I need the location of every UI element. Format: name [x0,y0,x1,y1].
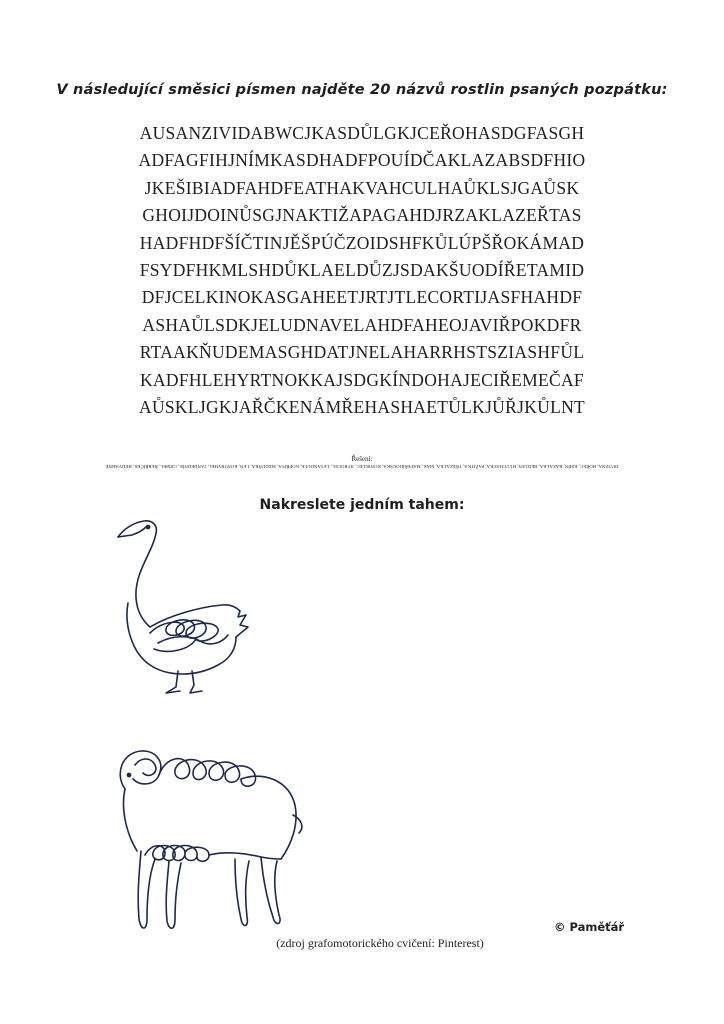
sheep-line-drawing [85,735,325,940]
grid-row-1: AUSANZIVIDABWCJKASDŮLGKJCEŘOHASDGFASGH [139,123,585,143]
grid-row-10: KADFHLEHYRTNOKKAJSDGKÍNDOHAJECIŘEMEČAF [140,369,584,390]
grid-row-6: FSYDFHKMLSHDŮKLAELDŮZJSDAKŠUODÍŘETAMID [139,260,585,281]
goose-line-drawing [110,515,280,715]
grid-row-8: ASHAŮLSDKJELUDNAVELAHDFAHEOJAVIŘPOKDFR [142,314,582,335]
source-note: (zdroj grafomotorického cvičení: Pinterest) [276,936,484,950]
grid-row-7: DFJCELKINOKASGAHEETJRTJTLECORTIJASFHAHDF [141,287,583,308]
solution-text-upside-down: DIVIZNA, HOŘEC, KMÍN, BAZALKA, BEDLEN, HLUCHAVKA, PAŽITKA, TŘEZALKA, MÁK, MATEŘÍDOUŠKA, KONIKLEC, JITROCEL, LEVANDULE, KOPŘIVA, MEDUŇKA, LEN, KONTRYHEL, JANDEDNÍK, CHMEL, ŘEBŘÍČEK, HEDVÁBNÉ [105,464,619,469]
solution-label: Řešení: [351,455,373,463]
grid-row-5: HADFHDFŠÍČTINJĚŠPÚČZOIDSHFKŮLÚPŠŘOKÁMAD [139,232,585,253]
letter-grid [60,120,664,421]
grid-row-9: RTAAKŇUDEMASGHDATJNELAHARRHSTSZIASHFŮL [139,342,585,363]
page-title: V následující směsici písmen najděte 20 názvů rostlin psaných pozpátku: [56,82,668,98]
grid-row-3: JKEŠIBIADFAHDFEATHAKVAHCULHAŮKLSJGAŮSK [144,177,580,198]
copyright: © Paměťář [554,920,625,934]
grid-row-11: AŮSKLJGKJAŘČKENÁMŘEHASHAETŮLKJŮŘJKŮLNT [139,397,585,418]
grid-row-2: ADFAGFIHJNÍMKASDHADFPOUÍDČAKLAZABSDFHIO [138,150,586,171]
grid-row-4: GHOIJDOINŮSGJNAKTIŽAPAGAHDJRZAKLAZEŘTAS [142,205,582,226]
drawing-instruction: Nakreslete jedním tahem: [259,497,465,513]
